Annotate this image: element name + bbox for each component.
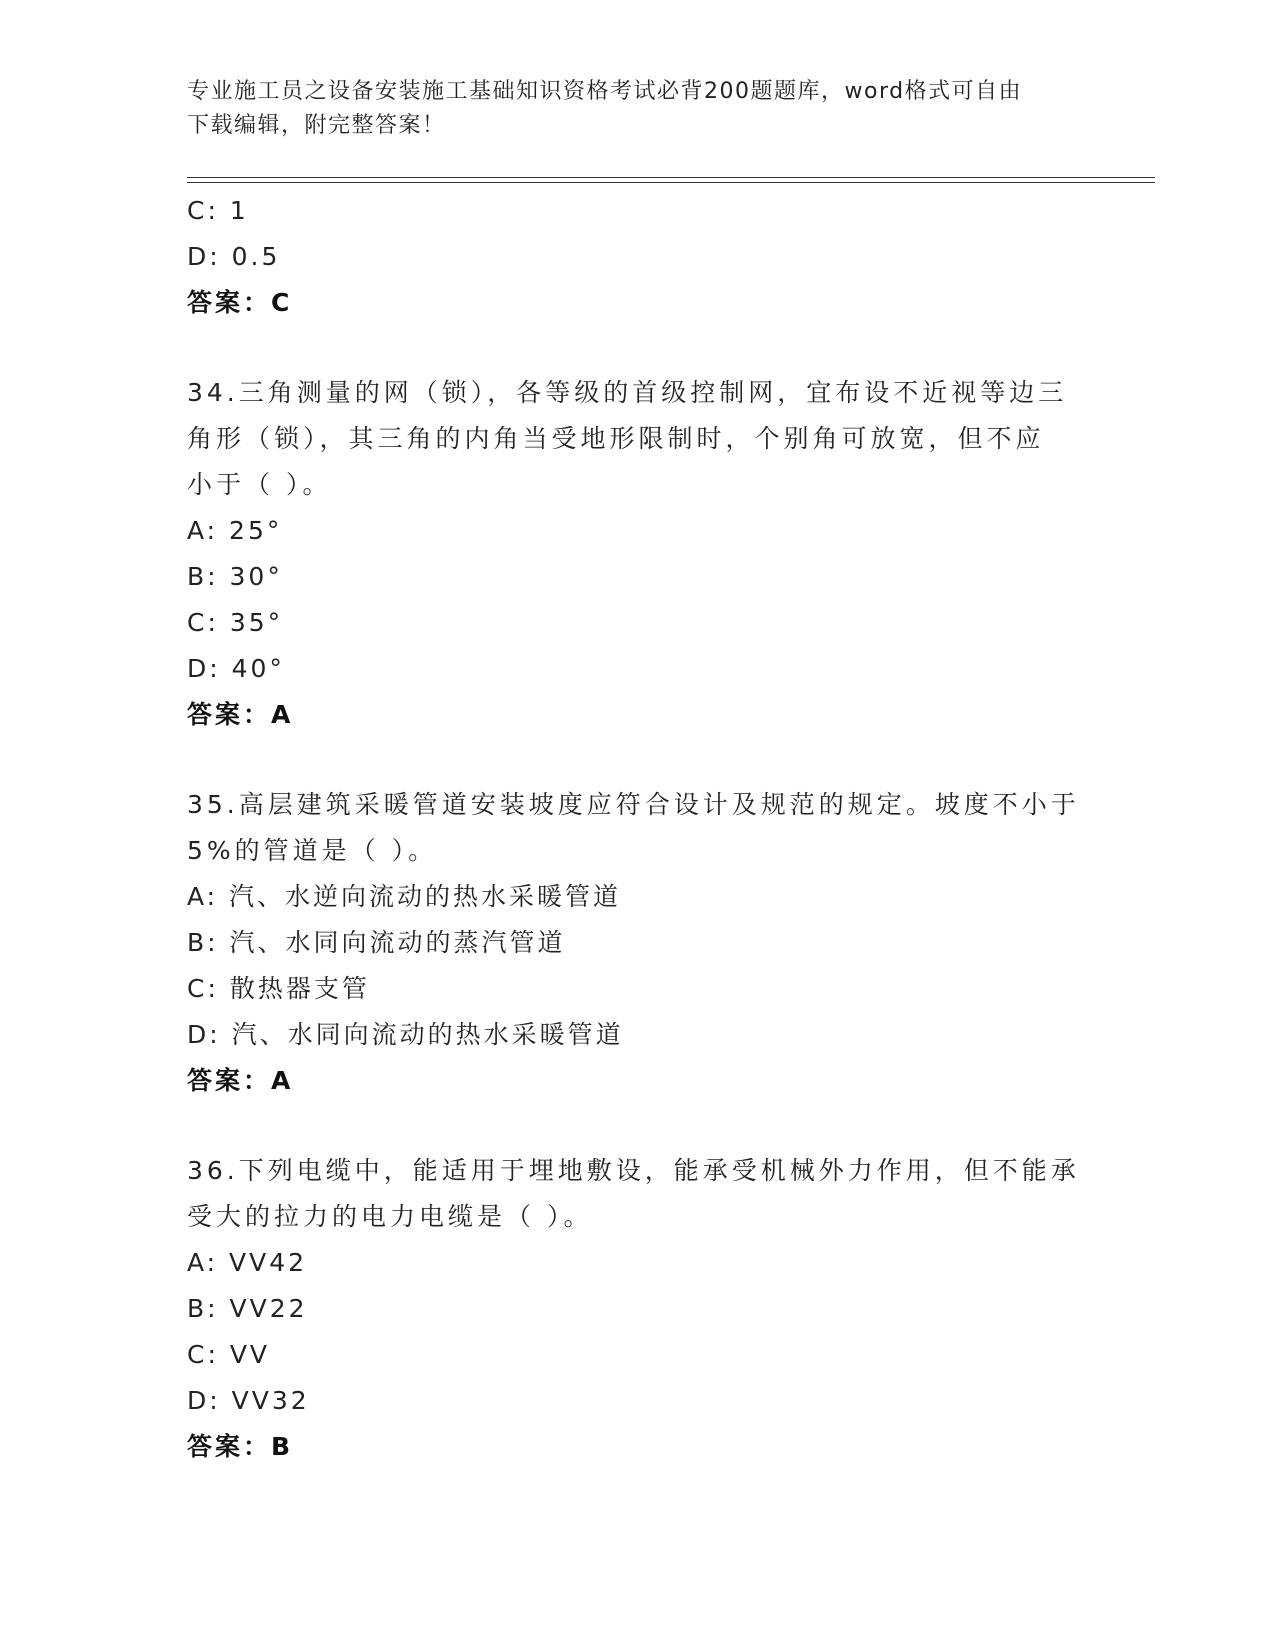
option-b: B: 30° <box>187 562 283 591</box>
question-36 <box>187 1148 1087 1470</box>
option-d: D: 0.5 <box>187 242 281 271</box>
question-stem-line: 35.高层建筑采暖管道安装坡度应符合设计及规范的规定。坡度不小于 <box>187 790 1080 819</box>
option-d: D: VV32 <box>187 1386 310 1415</box>
question-stem-line: 角形（锁），其三角的内角当受地形限制时，个别角可放宽，但不应 <box>187 424 1045 453</box>
question-35 <box>187 782 1087 1104</box>
option-d: D: 40° <box>187 654 285 683</box>
header-divider-bottom <box>187 182 1155 183</box>
question-content <box>187 188 1087 1470</box>
option-b: B: VV22 <box>187 1294 308 1323</box>
option-c: C: 散热器支管 <box>187 974 370 1003</box>
question-stem-line: 5%的管道是（ ）。 <box>187 836 438 865</box>
answer-line: 答案：A <box>187 700 294 729</box>
question-stem-line: 34.三角测量的网（锁），各等级的首级控制网，宜布设不近视等边三 <box>187 378 1068 407</box>
spacer <box>187 326 1087 370</box>
question-stem-line: 受大的拉力的电力电缆是（ ）。 <box>187 1202 593 1231</box>
question-34 <box>187 370 1087 738</box>
option-c: C: 1 <box>187 196 249 225</box>
answer-line: 答案：A <box>187 1066 294 1095</box>
header-title-line-2: 下载编辑，附完整答案！ <box>187 113 446 138</box>
option-a: A: 25° <box>187 516 283 545</box>
spacer <box>187 1104 1087 1148</box>
option-c: C: VV <box>187 1340 271 1369</box>
header-title-line-1: 专业施工员之设备安装施工基础知识资格考试必背200题题库，word格式可自由 <box>187 79 1023 104</box>
answer-line: 答案：C <box>187 288 293 317</box>
document-header <box>187 75 1087 143</box>
prev-question-block <box>187 188 1087 326</box>
question-stem-line: 小于（ ）。 <box>187 470 332 499</box>
question-stem-line: 36.下列电缆中，能适用于埋地敷设，能承受机械外力作用，但不能承 <box>187 1156 1080 1185</box>
spacer <box>187 738 1087 782</box>
option-b: B: 汽、水同向流动的蒸汽管道 <box>187 928 566 957</box>
option-c: C: 35° <box>187 608 284 637</box>
answer-line: 答案：B <box>187 1432 294 1461</box>
option-a: A: 汽、水逆向流动的热水采暖管道 <box>187 882 622 911</box>
header-divider-top <box>187 177 1155 178</box>
option-d: D: 汽、水同向流动的热水采暖管道 <box>187 1020 624 1049</box>
option-a: A: VV42 <box>187 1248 308 1277</box>
